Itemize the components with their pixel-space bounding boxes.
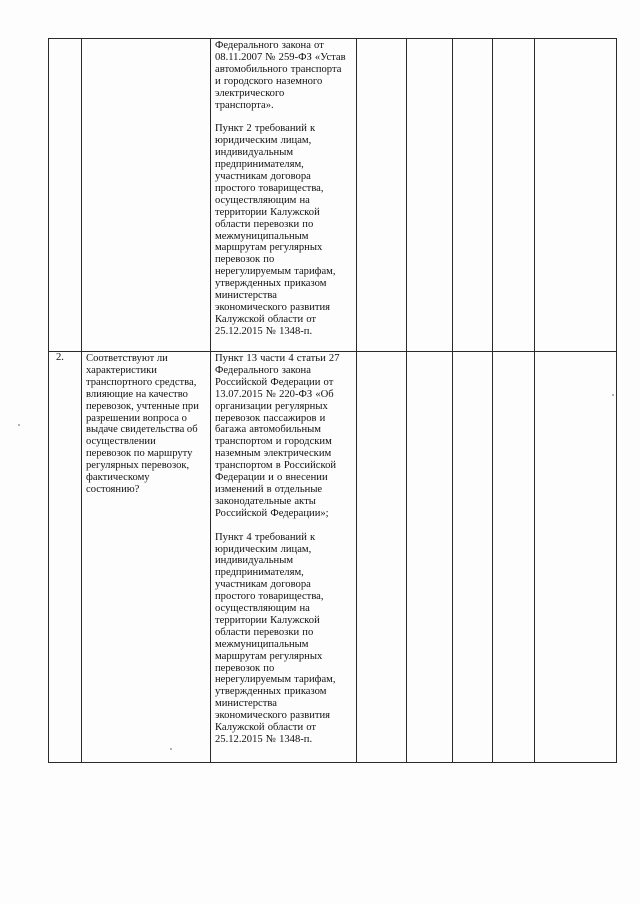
question-cell — [82, 352, 211, 763]
row-number-cell — [49, 352, 82, 763]
empty-cell — [535, 39, 617, 352]
question-text: Соответствуют ли характеристики транспортного средства, влияющие на качество перевозок, учтенные при разрешении вопроса о выдаче свидетельства об осуществлении перевозок по маршруту регулярных перевозок, фактическому состоянию? — [86, 353, 199, 495]
question-cell — [82, 39, 211, 352]
scan-speck — [170, 748, 172, 750]
row-number-cell — [49, 39, 82, 352]
legal-reference-text: Пункт 13 части 4 статьи 27 Федерального закона Российской Федерации от 13.07.2015 № 220-ФЗ «Об организации регулярных перевозок пассажиров и багажа автомобильным транспортом и городским наземным электрическим транспортом в Российской Федерации и о внесении изменений в отдельные законодательные акты Российской Федерации»; Пункт 4 требований к юридическим лицам, индивидуальным предпринимателям, участникам договора простого товарищества, осуществляющим на территории Калужской области перевозки по межмуниципальным маршрутам регулярных перевозок по нерегулируемым тарифам, утвержденных приказом министерства экономического развития Калужской области от 25.12.2015 № 1348-п. — [215, 353, 340, 745]
reference-cell — [211, 352, 357, 763]
empty-cell — [357, 352, 407, 763]
empty-cell — [357, 39, 407, 352]
reference-cell — [211, 39, 357, 352]
empty-cell — [453, 352, 493, 763]
inspection-table — [48, 38, 617, 763]
scan-speck — [612, 394, 614, 396]
scan-speck — [18, 424, 20, 426]
empty-cell — [493, 352, 535, 763]
empty-cell — [535, 352, 617, 763]
empty-cell — [407, 39, 453, 352]
table-row — [49, 352, 617, 763]
table-row — [49, 39, 617, 352]
empty-cell — [407, 352, 453, 763]
empty-cell — [453, 39, 493, 352]
empty-cell — [493, 39, 535, 352]
legal-reference-text: Федерального закона от 08.11.2007 № 259-ФЗ «Устав автомобильного транспорта и городского наземного электрического транспорта». Пункт 2 требований к юридическим лицам, индивидуальным предпринимателям, участникам договора простого товарищества, осуществляющим на территории Калужской области перевозки по межмуниципальным маршрутам регулярных перевозок по нерегулируемым тарифам, утвержденных приказом министерства экономического развития Калужской области от 25.12.2015 № 1348-п. — [215, 40, 346, 337]
question-text — [82, 39, 210, 40]
row-number: 2. — [56, 352, 64, 363]
